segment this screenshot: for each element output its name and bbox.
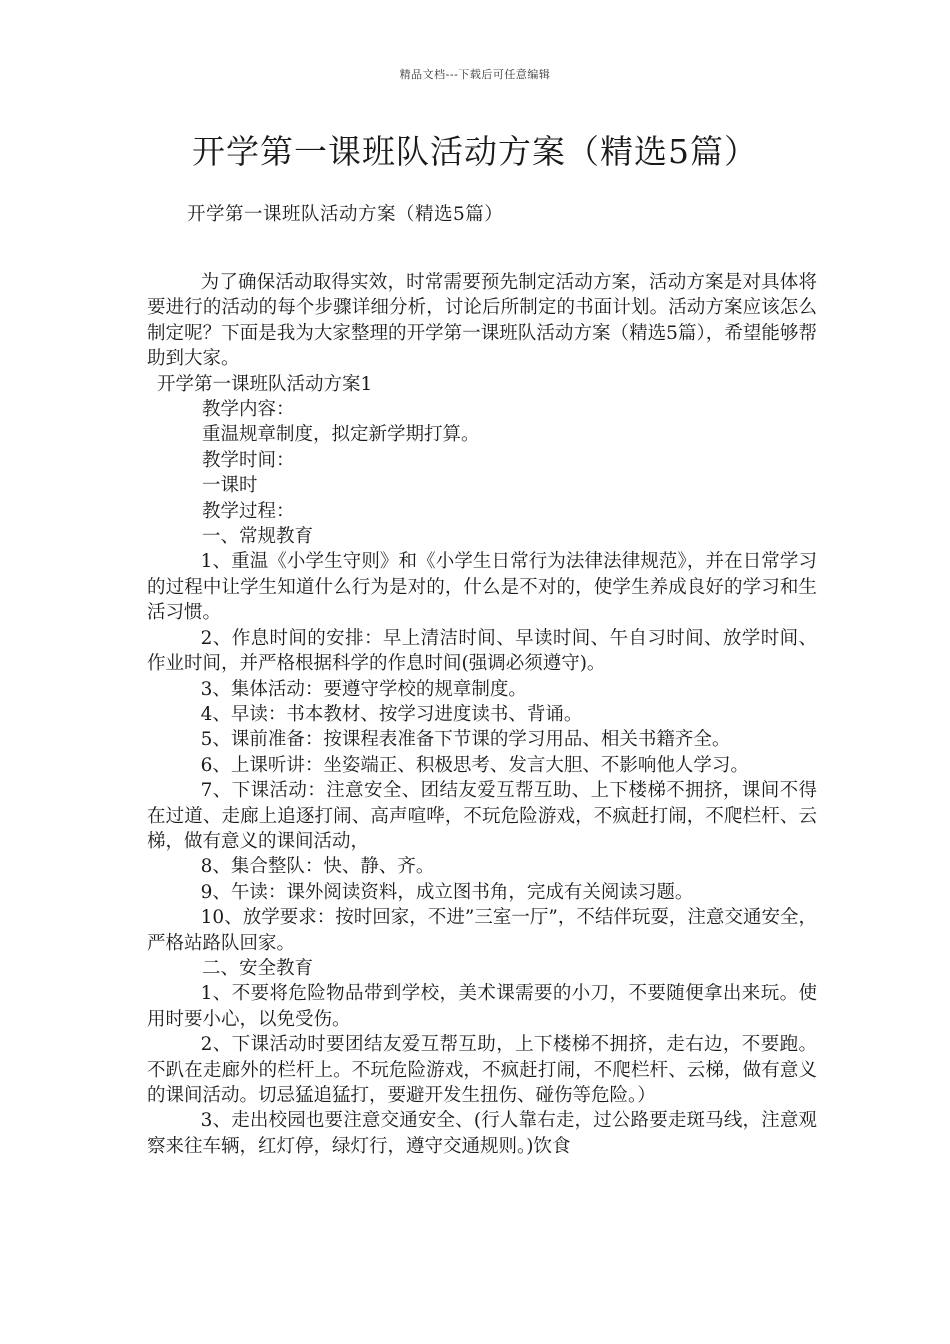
paragraph: 教学内容： xyxy=(202,399,295,421)
document-body xyxy=(147,270,817,1159)
list-item: 3、走出校园也要注意交通安全、(行人靠右走，过公路要走斑马线，注意观察来往车辆，红灯停，绿灯行，遵守交通规则。)饮食 xyxy=(147,1110,817,1157)
section-heading: 开学第一课班队活动方案1 xyxy=(157,373,373,395)
paragraph: 重温规章制度，拟定新学期打算。 xyxy=(202,424,480,446)
document-subtitle: 开学第一课班队活动方案（精选5篇） xyxy=(187,204,504,225)
paragraph: 一课时 xyxy=(202,475,258,497)
list-item: 7、下课活动：注意安全、团结友爱互帮互助、上下楼梯不拥挤，课间不得在过道、走廊上追逐打闹、高声喧哗，不玩危险游戏，不疯赶打闹，不爬栏杆、云梯，做有意义的课间活动， xyxy=(147,780,817,852)
section-heading: 二、安全教育 xyxy=(202,957,314,979)
header-note: 精品文档---下载后可任意编辑 xyxy=(399,68,551,81)
list-item: 10、放学要求：按时回家，不进”三室一厅”，不结伴玩耍，注意交通安全，严格站路队回家。 xyxy=(147,907,817,954)
list-item: 3、集体活动：要遵守学校的规章制度。 xyxy=(200,678,527,700)
list-item: 4、早读：书本教材、按学习进度读书、背诵。 xyxy=(200,703,583,725)
paragraph: 教学过程： xyxy=(202,500,295,522)
list-item: 2、作息时间的安排：早上清洁时间、早读时间、午自习时间、放学时间、作业时间，并严格根据科学的作息时间(强调必须遵守)。 xyxy=(147,627,817,675)
document-title: 开学第一课班队活动方案（精选5篇） xyxy=(192,132,758,171)
list-item: 2、下课活动时要团结友爱互帮互助，上下楼梯不拥挤，走右边，不要跑。不趴在走廊外的栏杆上。不玩危险游戏，不疯赶打闹，不爬栏杆、云梯，做有意义的课间活动。切忌猛追猛打，要避开发生扭伤、碰伤等危险。） xyxy=(147,1034,817,1106)
list-item: 9、午读：课外阅读资料，成立图书角，完成有关阅读习题。 xyxy=(200,881,694,903)
list-item: 6、上课听讲：坐姿端正、积极思考、发言大胆、不影响他人学习。 xyxy=(200,754,749,776)
list-item: 1、不要将危险物品带到学校，美术课需要的小刀，不要随便拿出来玩。使用时要小心，以免受伤。 xyxy=(147,983,817,1030)
list-item: 1、重温《小学生守则》和《小学生日常行为法律法律规范》，并在日常学习的过程中让学生知道什么行为是对的，什么是不对的，使学生养成良好的学习和生活习惯。 xyxy=(147,551,817,624)
paragraph: 教学时间： xyxy=(202,449,295,471)
list-item: 8、集合整队：快、静、齐。 xyxy=(200,856,435,878)
list-item: 5、课前准备：按课程表准备下节课的学习用品、相关书籍齐全。 xyxy=(200,729,731,751)
section-heading: 一、常规教育 xyxy=(202,526,314,548)
paragraph: 为了确保活动取得实效，时常需要预先制定活动方案，活动方案是对具体将要进行的活动的每个步骤详细分析，讨论后所制定的书面计划。活动方案应该怎么制定呢？下面是我为大家整理的开学第一课班队活动方案（精选5篇），希望能够帮助到大家。 xyxy=(147,272,817,370)
